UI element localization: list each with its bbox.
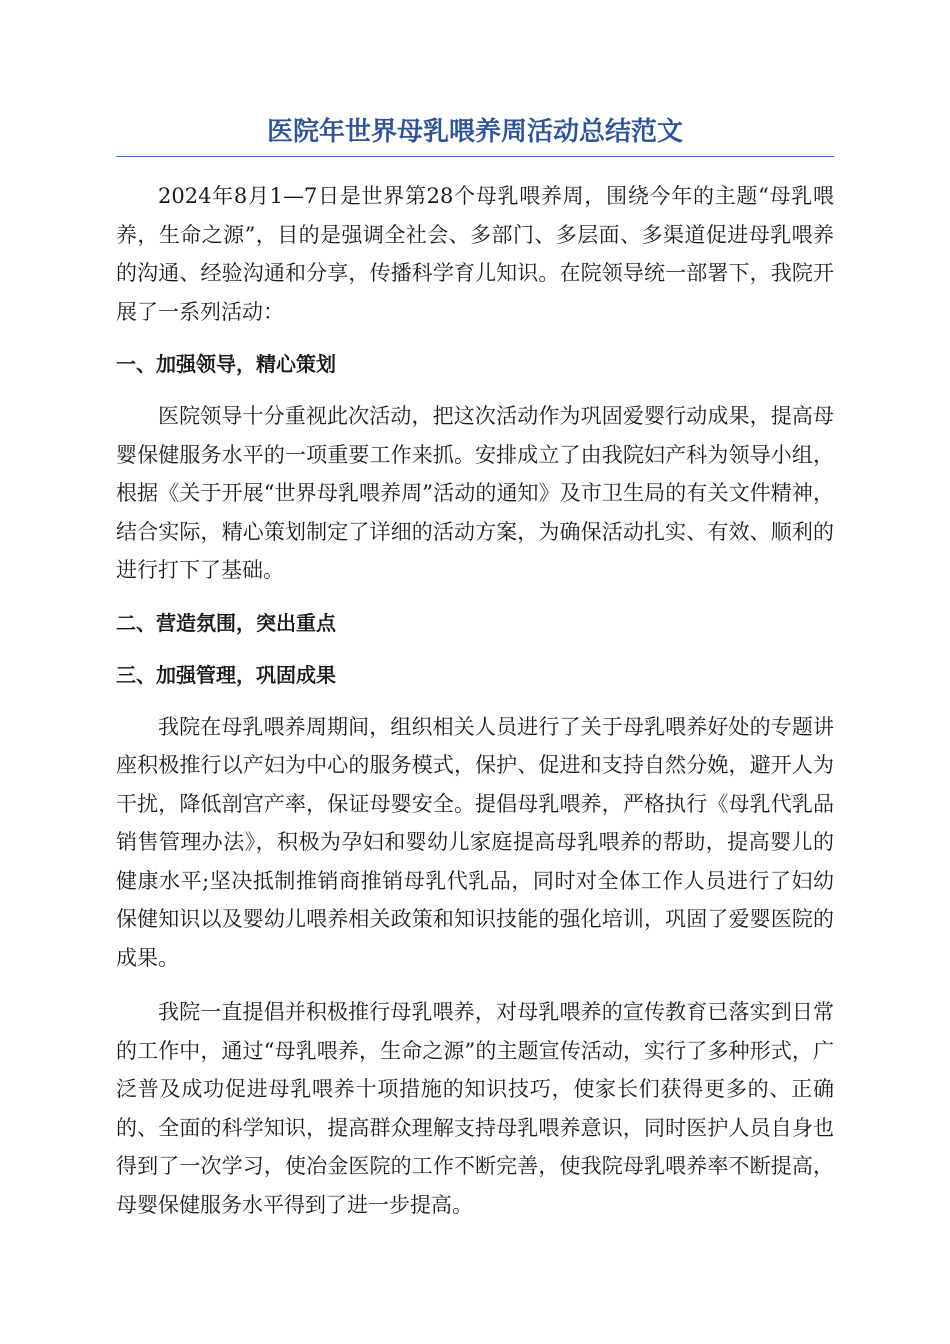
- section-paragraph-3: 我院在母乳喂养周期间，组织相关人员进行了关于母乳喂养好处的专题讲座积极推行以产妇为中心的服务模式，保护、促进和支持自然分娩，避开人为干扰，降低剖宫产率，保证母婴安全。提倡母乳喂养，严格执行《母乳代乳品销售管理办法》，积极为孕妇和婴幼儿家庭提高母乳喂养的帮助，提高婴儿的健康水平;坚决抵制推销商推销母乳代乳品，同时对全体工作人员进行了妇幼保健知识以及婴幼儿喂养相关政策和知识技能的强化培训，巩固了爱婴医院的成果。: [116, 714, 834, 970]
- section-heading-1: 一、加强领导，精心策划: [116, 352, 336, 376]
- section-heading-2: 二、营造氛围，突出重点: [116, 610, 336, 635]
- closing-paragraph: 我院一直提倡并积极推行母乳喂养，对母乳喂养的宣传教育已落实到日常的工作中，通过“母乳喂养，生命之源”的主题宣传活动，实行了多种形式，广泛普及成功促进母乳喂养十项措施的知识技巧，使家长们获得更多的、正确的、全面的科学知识，提高群众理解支持母乳喂养意识，同时医护人员自身也得到了一次学习，使冶金医院的工作不断完善，使我院母乳喂养率不断提高，母婴保健服务水平得到了进一步提高。: [116, 1000, 834, 1217]
- document-title: 医院年世界母乳喂养周活动总结范文: [116, 110, 834, 157]
- section-heading-3: 三、加强管理，巩固成果: [116, 662, 336, 687]
- document-page: [116, 110, 834, 1224]
- intro-paragraph: 2024年8月1—7日是世界第28个母乳喂养周，围绕今年的主题“母乳喂养，生命之源”，目的是强调全社会、多部门、多层面、多渠道促进母乳喂养的沟通、经验沟通和分享，传播科学育儿知识。在院领导统一部署下，我院开展了一系列活动：: [116, 184, 834, 324]
- section-paragraph-1: 医院领导十分重视此次活动，把这次活动作为巩固爱婴行动成果，提高母婴保健服务水平的一项重要工作来抓。安排成立了由我院妇产科为领导小组，根据《关于开展“世界母乳喂养周”活动的通知》及市卫生局的有关文件精神，结合实际，精心策划制定了详细的活动方案，为确保活动扎实、有效、顺利的进行打下了基础。: [116, 404, 834, 582]
